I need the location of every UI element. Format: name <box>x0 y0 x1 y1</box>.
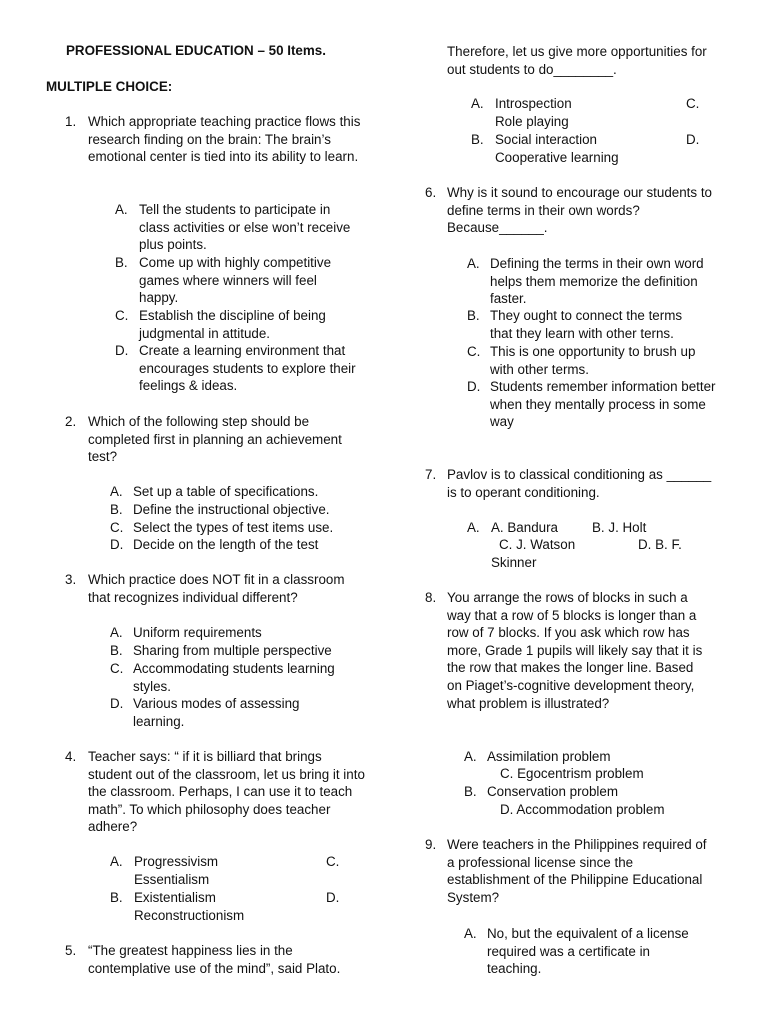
option-text: Conservation problem <box>487 784 618 799</box>
option-letter: A. <box>110 854 123 869</box>
option-text: Introspection <box>495 96 572 111</box>
option-letter: C. <box>686 96 700 111</box>
option-letter: A. <box>464 749 477 764</box>
question-text: You arrange the rows of blocks in such a way that a row of 5 blocks is longer than a row of 7 blocks. If you ask which row has more, Grade 1 pupils will likely say that it is the row that makes the longer line. Based on Piaget’s-cognitive development theory, what problem is illustrated? <box>447 590 703 711</box>
option-letter: D. <box>686 132 700 147</box>
question-number: 1. <box>65 114 77 129</box>
option-letter: C. <box>110 520 124 535</box>
question-number: 2. <box>65 414 77 429</box>
option-text: Essentialism <box>134 872 210 887</box>
option-text: A. Bandura <box>491 520 558 535</box>
option-text: Select the types of test items use. <box>133 520 334 535</box>
option-text: Create a learning environment that encourages students to explore their feelings & ideas. <box>139 343 356 394</box>
question-number: 8. <box>425 590 437 605</box>
option-letter: C. <box>110 661 124 676</box>
question-text: Which practice does NOT fit in a classroom that recognizes individual different? <box>88 572 345 605</box>
option-letter: D. <box>110 696 124 711</box>
option-letter: C. <box>467 344 481 359</box>
question-text: Which of the following step should be completed first in planning an achievement test? <box>88 414 342 465</box>
question-text: Therefore, let us give more opportunities for out students to do________. <box>447 44 707 77</box>
option-letter: A. <box>110 484 123 499</box>
option-text: Define the instructional objective. <box>133 502 330 517</box>
option-text: They ought to connect the terms that they learn with other terns. <box>490 308 683 341</box>
option-text: This is one opportunity to brush up with other terms. <box>490 344 696 377</box>
option-text: Tell the students to participate in class activities or else won’t receive plus points. <box>139 202 351 253</box>
option-letter: B. <box>110 502 123 517</box>
option-letter: C. <box>326 854 340 869</box>
option-text: Uniform requirements <box>133 625 262 640</box>
page-title: PROFESSIONAL EDUCATION – 50 Items. <box>66 43 326 58</box>
question-text: Teacher says: “ if it is billiard that brings student out of the classroom, let us bring it into the classroom. Perhaps, I can use it to teach math”. To which philosophy does teacher adhere? <box>88 749 365 835</box>
option-text: Cooperative learning <box>495 150 619 165</box>
option-letter: A. <box>110 625 123 640</box>
option-text: C. Egocentrism problem <box>500 766 644 781</box>
option-text: Existentialism <box>134 890 216 905</box>
option-text: Accommodating students learning styles. <box>133 661 335 694</box>
option-text: Sharing from multiple perspective <box>133 643 332 658</box>
option-text: No, but the equivalent of a license required was a certificate in teaching. <box>487 926 689 977</box>
option-letter: B. <box>464 784 477 799</box>
option-letter: C. <box>115 308 129 323</box>
option-letter: B. <box>110 643 123 658</box>
option-letter: A. <box>471 96 484 111</box>
option-text: Skinner <box>491 555 537 570</box>
option-text: Social interaction <box>495 132 597 147</box>
option-text: Establish the discipline of being judgmental in attitude. <box>139 308 326 341</box>
option-text: Defining the terms in their own word helps them memorize the definition faster. <box>490 256 704 307</box>
option-letter: A. <box>467 256 480 271</box>
question-number: 6. <box>425 185 437 200</box>
option-text: Progressivism <box>134 854 219 869</box>
option-text: Set up a table of specifications. <box>133 484 319 499</box>
option-letter: A. <box>464 926 477 941</box>
option-text: Reconstructionism <box>134 908 245 923</box>
question-text: Pavlov is to classical conditioning as ______ is to operant conditioning. <box>447 467 712 500</box>
question-number: 3. <box>65 572 77 587</box>
option-letter: B. <box>471 132 484 147</box>
option-text: Students remember information better when they mentally process in some way <box>490 379 716 430</box>
option-text: B. J. Holt <box>592 520 647 535</box>
question-number: 7. <box>425 467 437 482</box>
option-letter: A. <box>467 520 480 535</box>
section-heading: MULTIPLE CHOICE: <box>46 79 173 94</box>
option-text: D. Accommodation problem <box>500 802 665 817</box>
question-text: Why is it sound to encourage our students to define terms in their own words? Because______. <box>447 185 712 236</box>
option-text: Decide on the length of the test <box>133 537 319 552</box>
option-letter: A. <box>115 202 128 217</box>
option-letter: B. <box>115 255 128 270</box>
question-number: 4. <box>65 749 77 764</box>
question-number: 9. <box>425 837 437 852</box>
option-text: Role playing <box>495 114 569 129</box>
option-letter: B. <box>110 890 123 905</box>
question-number: 5. <box>65 943 77 958</box>
question-text: Which appropriate teaching practice flows this research finding on the brain: The brain’s emotional center is tied into its ability to learn. <box>88 114 361 165</box>
option-letter: D. <box>326 890 340 905</box>
option-text: Come up with highly competitive games where winners will feel happy. <box>139 255 332 306</box>
option-text: Various modes of assessing learning. <box>133 696 300 729</box>
option-text: D. B. F. <box>638 537 682 552</box>
option-text: Assimilation problem <box>487 749 611 764</box>
question-text: “The greatest happiness lies in the contemplative use of the mind”, said Plato. <box>88 943 341 976</box>
option-text: C. J. Watson <box>499 537 576 552</box>
option-letter: B. <box>467 308 480 323</box>
option-letter: D. <box>467 379 481 394</box>
option-letter: D. <box>115 343 129 358</box>
question-text: Were teachers in the Philippines required of a professional license since the establishment of the Philippine Educational System? <box>447 837 707 905</box>
option-letter: D. <box>110 537 124 552</box>
